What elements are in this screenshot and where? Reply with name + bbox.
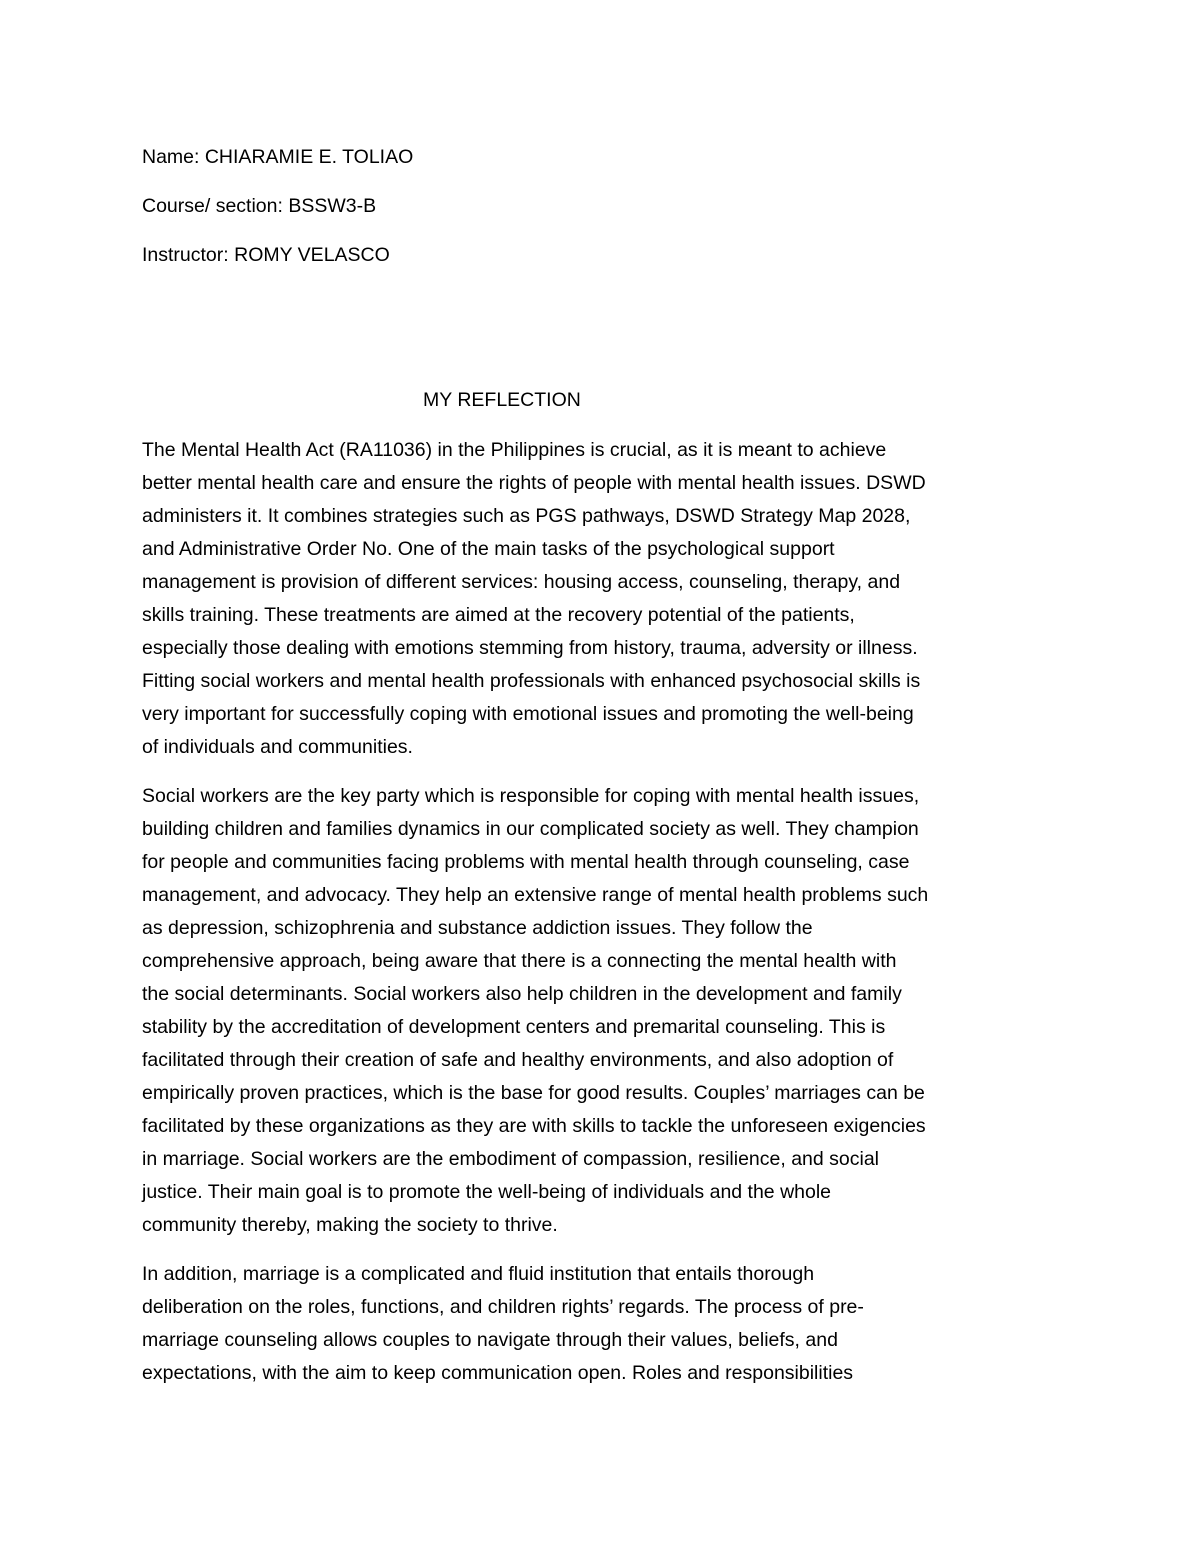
paragraph-line: facilitated through their creation of safe and healthy environments, and also adoption of: [142, 1049, 894, 1071]
paragraph-line: stability by the accreditation of development centers and premarital counseling. This is: [142, 1016, 886, 1038]
course-section: Course/ section: BSSW3-B: [142, 195, 377, 217]
paragraph-line: and Administrative Order No. One of the main tasks of the psychological support: [142, 538, 835, 560]
paragraph-line: Fitting social workers and mental health professionals with enhanced psychosocial skills is: [142, 670, 921, 692]
paragraph-line: empirically proven practices, which is the base for good results. Couples’ marriages can be: [142, 1082, 925, 1104]
paragraph-line: skills training. These treatments are aimed at the recovery potential of the patients,: [142, 604, 855, 626]
paragraph-line: of individuals and communities.: [142, 736, 413, 758]
paragraph-line: management, and advocacy. They help an extensive range of mental health problems such: [142, 884, 929, 906]
paragraph-line: better mental health care and ensure the rights of people with mental health issues. DSWD: [142, 472, 926, 494]
paragraph-line: especially those dealing with emotions stemming from history, trauma, adversity or illness.: [142, 637, 918, 659]
paragraph-line: for people and communities facing problems with mental health through counseling, case: [142, 851, 910, 873]
paragraph-line: Social workers are the key party which is responsible for coping with mental health issues,: [142, 785, 920, 807]
paragraph-line: facilitated by these organizations as they are with skills to tackle the unforeseen exigencies: [142, 1115, 926, 1137]
paragraph-mental-health-act: [142, 434, 1062, 764]
paragraph-line: very important for successfully coping with emotional issues and promoting the well-being: [142, 703, 914, 725]
paragraph-line: in marriage. Social workers are the embodiment of compassion, resilience, and social: [142, 1148, 880, 1170]
paragraph-line: community thereby, making the society to thrive.: [142, 1214, 558, 1236]
paragraph-line: In addition, marriage is a complicated and fluid institution that entails thorough: [142, 1263, 815, 1285]
paragraph-line: expectations, with the aim to keep communication open. Roles and responsibilities: [142, 1362, 854, 1384]
paragraph-line: justice. Their main goal is to promote the well-being of individuals and the whole: [142, 1181, 832, 1203]
paragraph-line: comprehensive approach, being aware that there is a connecting the mental health with: [142, 950, 897, 972]
paragraph-social-workers: [142, 780, 1062, 1242]
paragraph-line: deliberation on the roles, functions, and children rights’ regards. The process of pre-: [142, 1296, 864, 1318]
paragraph-line: administers it. It combines strategies such as PGS pathways, DSWD Strategy Map 2028,: [142, 505, 911, 527]
paragraph-line: as depression, schizophrenia and substance addiction issues. They follow the: [142, 917, 813, 939]
document-title: MY REFLECTION: [423, 389, 581, 411]
instructor-name: Instructor: ROMY VELASCO: [142, 244, 390, 266]
paragraph-line: management is provision of different services: housing access, counseling, therapy, and: [142, 571, 901, 593]
paragraph-marriage: [142, 1258, 1062, 1390]
student-name: Name: CHIARAMIE E. TOLIAO: [142, 146, 414, 168]
paragraph-line: the social determinants. Social workers also help children in the development and family: [142, 983, 902, 1005]
paragraph-line: The Mental Health Act (RA11036) in the Philippines is crucial, as it is meant to achieve: [142, 439, 887, 461]
paragraph-line: building children and families dynamics in our complicated society as well. They champion: [142, 818, 919, 840]
paragraph-line: marriage counseling allows couples to navigate through their values, beliefs, and: [142, 1329, 838, 1351]
